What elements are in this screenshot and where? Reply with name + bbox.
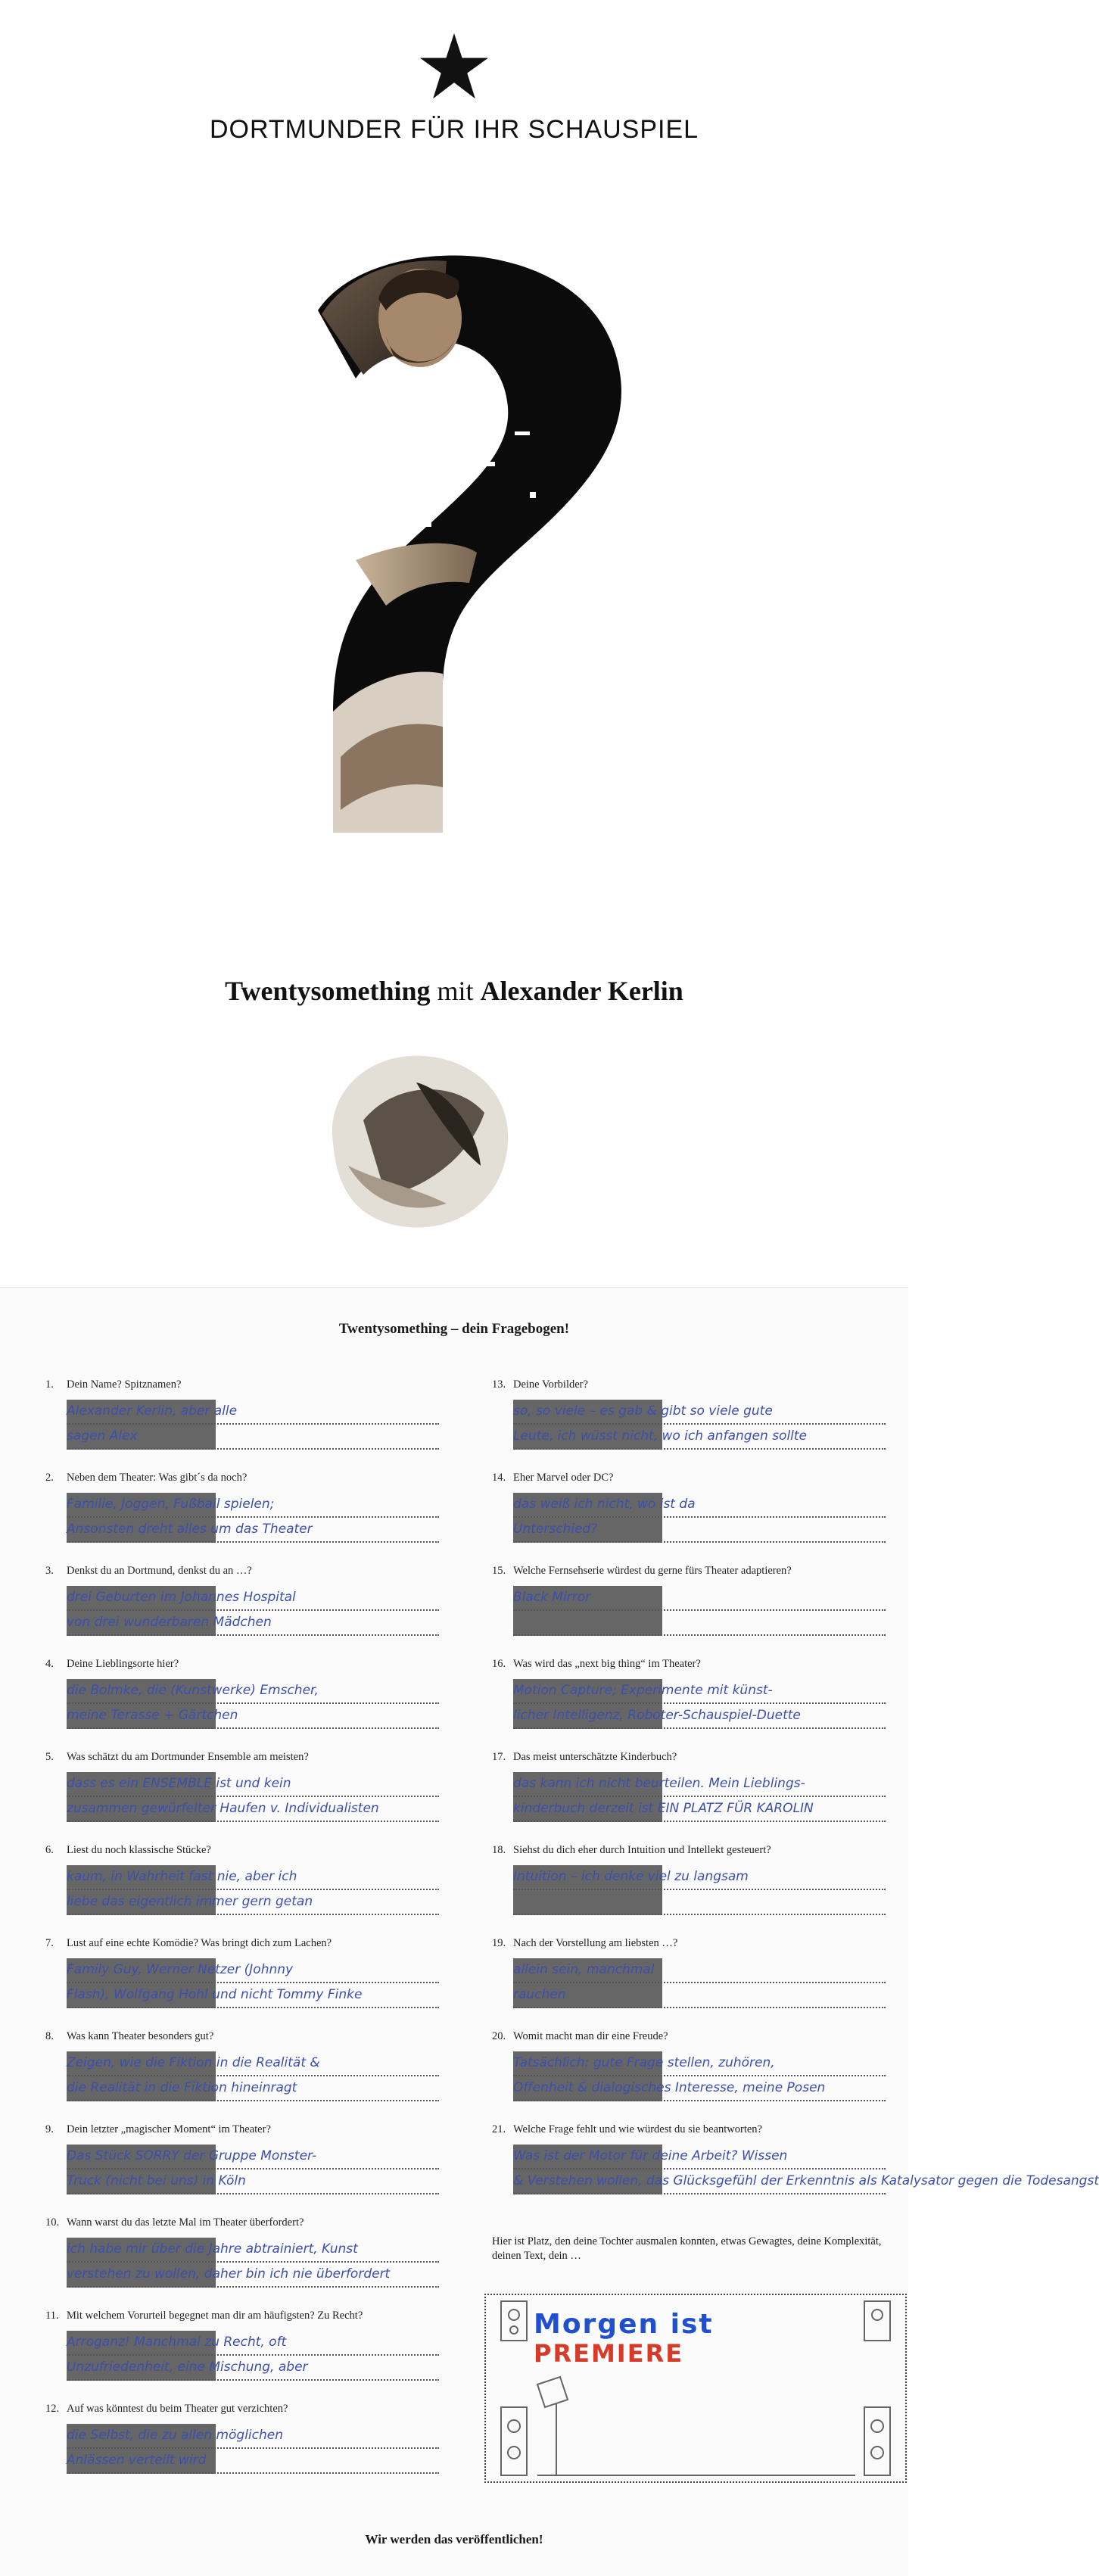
question-text — [492, 1843, 886, 1858]
question-item — [45, 1657, 439, 1729]
answer-line: liebe das eigentlich immer gern getan — [67, 1890, 439, 1915]
answer-block — [67, 2331, 439, 2381]
answer-block — [67, 1400, 439, 1450]
question-number: 3. — [45, 1565, 54, 1577]
answer-line: Unzufriedenheit, eine Mischung, aber — [67, 2356, 439, 2381]
question-item — [492, 1843, 886, 1915]
answer-block — [513, 1958, 886, 2008]
question-number: 4. — [45, 1658, 54, 1670]
drawing-text-premiere: PREMIERE — [534, 2339, 684, 2368]
feature-title-prefix: Twentysomething — [225, 976, 431, 1006]
answer-line: kaum, in Wahrheit fast nie, aber ich — [67, 1865, 439, 1890]
question-label: Siehst du dich eher durch Intuition und Intellekt gesteuert? — [513, 1844, 771, 1856]
answer-line — [513, 1611, 886, 1636]
question-label: Denkst du an Dortmund, denkst du an …? — [67, 1565, 252, 1577]
answer-block — [513, 1493, 886, 1543]
question-label: Wann warst du das letzte Mal im Theater überfordert? — [67, 2216, 304, 2229]
answer-line: sagen Alex — [67, 1425, 439, 1450]
answer-line: Intuition – ich denke viel zu langsam — [513, 1865, 886, 1890]
question-item — [492, 2123, 1099, 2194]
answer-line: Familie, Joggen, Fußball spielen; — [67, 1493, 439, 1518]
question-label: Eher Marvel oder DC? — [513, 1472, 614, 1484]
answer-line: von drei wunderbaren Mädchen — [67, 1611, 439, 1636]
question-text — [45, 1936, 439, 1951]
answer-line: verstehen zu wollen, daher bin ich nie überfordert — [67, 2263, 439, 2288]
question-number: 11. — [45, 2310, 59, 2322]
question-number: 2. — [45, 1472, 54, 1484]
question-label: Das meist unterschätzte Kinderbuch? — [513, 1751, 677, 1763]
answer-block — [513, 1679, 886, 1729]
answer-line: Black Mirror — [513, 1586, 886, 1611]
question-text — [45, 1843, 439, 1858]
answer-block — [67, 1586, 439, 1636]
question-item — [492, 1378, 886, 1450]
answer-line: Offenheit & dialogisches Interesse, meine Posen — [513, 2076, 886, 2101]
question-item — [45, 1936, 439, 2008]
footer-note: Wir werden das veröffentlichen! — [365, 2532, 543, 2546]
questionnaire-title: Twentysomething – dein Fragebogen! — [338, 1321, 570, 1337]
question-text — [492, 2029, 886, 2044]
answer-line: Family Guy, Werner Netzer (Johnny — [67, 1958, 439, 1983]
answer-line: Zeigen, wie die Fiktion in die Realität & — [67, 2051, 439, 2076]
question-label: Liest du noch klassische Stücke? — [67, 1844, 211, 1856]
question-number: 17. — [492, 1751, 506, 1763]
answer-line: zusammen gewürfelter Haufen v. Individualisten — [67, 1797, 439, 1822]
answer-line: die Selbst, die zu allen möglichen — [67, 2424, 439, 2449]
answer-block — [67, 2051, 439, 2101]
answer-line: Flash), Wolfgang Hohl und nicht Tommy Finke — [67, 1983, 439, 2008]
question-label: Nach der Vorstellung am liebsten …? — [513, 1937, 678, 1949]
question-number: 20. — [492, 2030, 506, 2042]
answer-line: die Realität in die Fiktion hineinragt — [67, 2076, 439, 2101]
answer-line: Anlässen verteilt wird — [67, 2449, 439, 2474]
question-label: Lust auf eine echte Komödie? Was bringt dich zum Lachen? — [67, 1937, 332, 1949]
answer-block — [67, 1958, 439, 2008]
question-text — [492, 1564, 886, 1578]
question-item — [492, 1471, 886, 1543]
answer-line: Leute, ich wüsst nicht, wo ich anfangen sollte — [513, 1425, 886, 1450]
question-item — [45, 2216, 439, 2288]
question-number: 1. — [45, 1378, 54, 1391]
answer-line: Tatsächlich: gute Frage stellen, zuhören, — [513, 2051, 886, 2076]
answer-block — [67, 2424, 439, 2474]
answer-line: das kann ich nicht beurteilen. Mein Lieblings- — [513, 1772, 886, 1797]
question-label: Neben dem Theater: Was gibt´s da noch? — [67, 1472, 248, 1484]
question-number: 9. — [45, 2123, 54, 2135]
answer-line: Ansonsten dreht alles um das Theater — [67, 1518, 439, 1543]
question-label: Deine Vorbilder? — [513, 1378, 588, 1391]
answer-line: Truck (nicht bei uns) in Köln — [67, 2170, 439, 2194]
question-number: 12. — [45, 2403, 60, 2415]
question-mark-dot-photo — [303, 1037, 530, 1241]
question-text — [45, 1657, 439, 1671]
question-number: 7. — [45, 1937, 54, 1949]
question-text — [492, 1936, 886, 1951]
answer-line: das weiß ich nicht, wo ist da — [513, 1493, 886, 1518]
question-label: Dein letzter „magischer Moment“ im Theater? — [67, 2123, 271, 2135]
question-mark-photo — [288, 227, 651, 848]
question-label: Mit welchem Vorurteil begegnet man dir am häufigsten? Zu Recht? — [67, 2310, 363, 2322]
question-item — [45, 1750, 439, 1822]
answer-line: kinderbuch derzeit ist EIN PLATZ FÜR KAROLIN — [513, 1797, 886, 1822]
answer-block — [67, 2238, 439, 2288]
question-item — [492, 2029, 886, 2101]
answer-line: Motion Capture; Experimente mit künst- — [513, 1679, 886, 1704]
answer-line: allein sein, manchmal — [513, 1958, 886, 1983]
answer-block — [513, 1586, 886, 1636]
question-item — [492, 1564, 886, 1636]
answer-block — [513, 2051, 886, 2101]
answer-line: rauchen — [513, 1983, 886, 2008]
answer-line: Unterschied? — [513, 1518, 886, 1543]
question-item — [45, 2029, 439, 2101]
question-label: Was kann Theater besonders gut? — [67, 2030, 214, 2042]
question-label: Dein Name? Spitznamen? — [67, 1378, 182, 1391]
answer-line: drei Geburten im Johannes Hospital — [67, 1586, 439, 1611]
answer-block — [67, 2145, 439, 2194]
feature-title-mid: mit — [430, 976, 481, 1006]
question-label: Welche Frage fehlt und wie würdest du sie beantworten? — [513, 2123, 762, 2135]
question-item — [45, 1378, 439, 1450]
drawing-sketch — [492, 2294, 907, 2483]
answer-line: licher Intelligenz, Roboter-Schauspiel-Duette — [513, 1704, 886, 1729]
question-number: 18. — [492, 1844, 506, 1856]
drawing-prompt: Hier ist Platz, den deine Tochter ausmalen konnten, etwas Gewagtes, deine Komplexität, deinen Text, dein … — [492, 2235, 882, 2262]
question-text — [45, 1750, 439, 1765]
answer-line: Das Stück SORRY der Gruppe Monster- — [67, 2145, 439, 2170]
answer-line: meine Terasse + Gärtchen — [67, 1704, 439, 1729]
question-text — [492, 1471, 886, 1485]
question-text — [45, 2216, 439, 2230]
answer-line — [513, 1890, 886, 1915]
question-item — [45, 2309, 439, 2381]
answer-line: dass es ein ENSEMBLE ist und kein — [67, 1772, 439, 1797]
question-item — [492, 1750, 886, 1822]
question-number: 14. — [492, 1472, 506, 1484]
question-label: Auf was könntest du beim Theater gut verzichten? — [67, 2403, 288, 2415]
question-text — [45, 2309, 439, 2323]
answer-line: ich habe mir über die Jahre abtrainiert, Kunst — [67, 2238, 439, 2263]
feature-title — [0, 975, 908, 1007]
answer-line: Was ist der Motor für deine Arbeit? Wissen — [513, 2145, 886, 2170]
question-text — [492, 1378, 886, 1392]
question-item — [45, 1564, 439, 1636]
question-label: Was schätzt du am Dortmunder Ensemble am meisten? — [67, 1751, 309, 1763]
question-number: 13. — [492, 1378, 506, 1391]
question-number: 19. — [492, 1937, 506, 1949]
answer-block — [67, 1493, 439, 1543]
question-number: 21. — [492, 2123, 506, 2135]
answer-block — [67, 1679, 439, 1729]
question-label: Welche Fernsehserie würdest du gerne fürs Theater adaptieren? — [513, 1565, 792, 1577]
question-text — [45, 1471, 439, 1485]
question-number: 10. — [45, 2216, 60, 2229]
answer-line: Alexander Kerlin, aber alle — [67, 1400, 439, 1425]
question-label: Deine Lieblingsorte hier? — [67, 1658, 179, 1670]
question-item — [45, 2402, 439, 2474]
question-number: 6. — [45, 1844, 54, 1856]
question-item — [45, 1471, 439, 1543]
question-number: 5. — [45, 1751, 54, 1763]
drawing-text-morgen: Morgen ist — [534, 2309, 714, 2340]
answer-line: Arroganz! Manchmal zu Recht, oft — [67, 2331, 439, 2356]
feature-title-name: Alexander Kerlin — [480, 976, 683, 1006]
question-label: Womit macht man dir eine Freude? — [513, 2030, 668, 2042]
question-number: 8. — [45, 2030, 54, 2042]
answer-line: so, so viele – es gab & gibt so viele gute — [513, 1400, 886, 1425]
answer-line: & Verstehen wollen, das Glücksgefühl der Erkenntnis als Katalysator gegen die Todesangst — [513, 2170, 886, 2194]
answer-block — [67, 1772, 439, 1822]
question-number: 16. — [492, 1658, 506, 1670]
question-text — [492, 2123, 886, 2137]
question-text — [45, 1564, 439, 1578]
question-number: 15. — [492, 1565, 506, 1577]
answer-block — [513, 1772, 886, 1822]
question-text — [45, 2123, 439, 2137]
answer-block — [513, 1865, 886, 1915]
question-item — [45, 2123, 439, 2194]
star-icon — [418, 30, 490, 103]
question-label: Was wird das „next big thing“ im Theater? — [513, 1658, 701, 1670]
answer-block — [513, 1400, 886, 1450]
answer-line: die Bolmke, die (Kunstwerke) Emscher, — [67, 1679, 439, 1704]
question-item — [45, 1843, 439, 1915]
question-text — [45, 2402, 439, 2416]
answer-block — [513, 2145, 1099, 2194]
question-text — [492, 1657, 886, 1671]
question-item — [492, 1936, 886, 2008]
brand-title: DORTMUNDER FÜR IHR SCHAUSPIEL — [209, 115, 699, 144]
question-text — [45, 1378, 439, 1392]
question-text — [45, 2029, 439, 2044]
question-item — [492, 1657, 886, 1729]
answer-block — [67, 1865, 439, 1915]
question-text — [492, 1750, 886, 1765]
